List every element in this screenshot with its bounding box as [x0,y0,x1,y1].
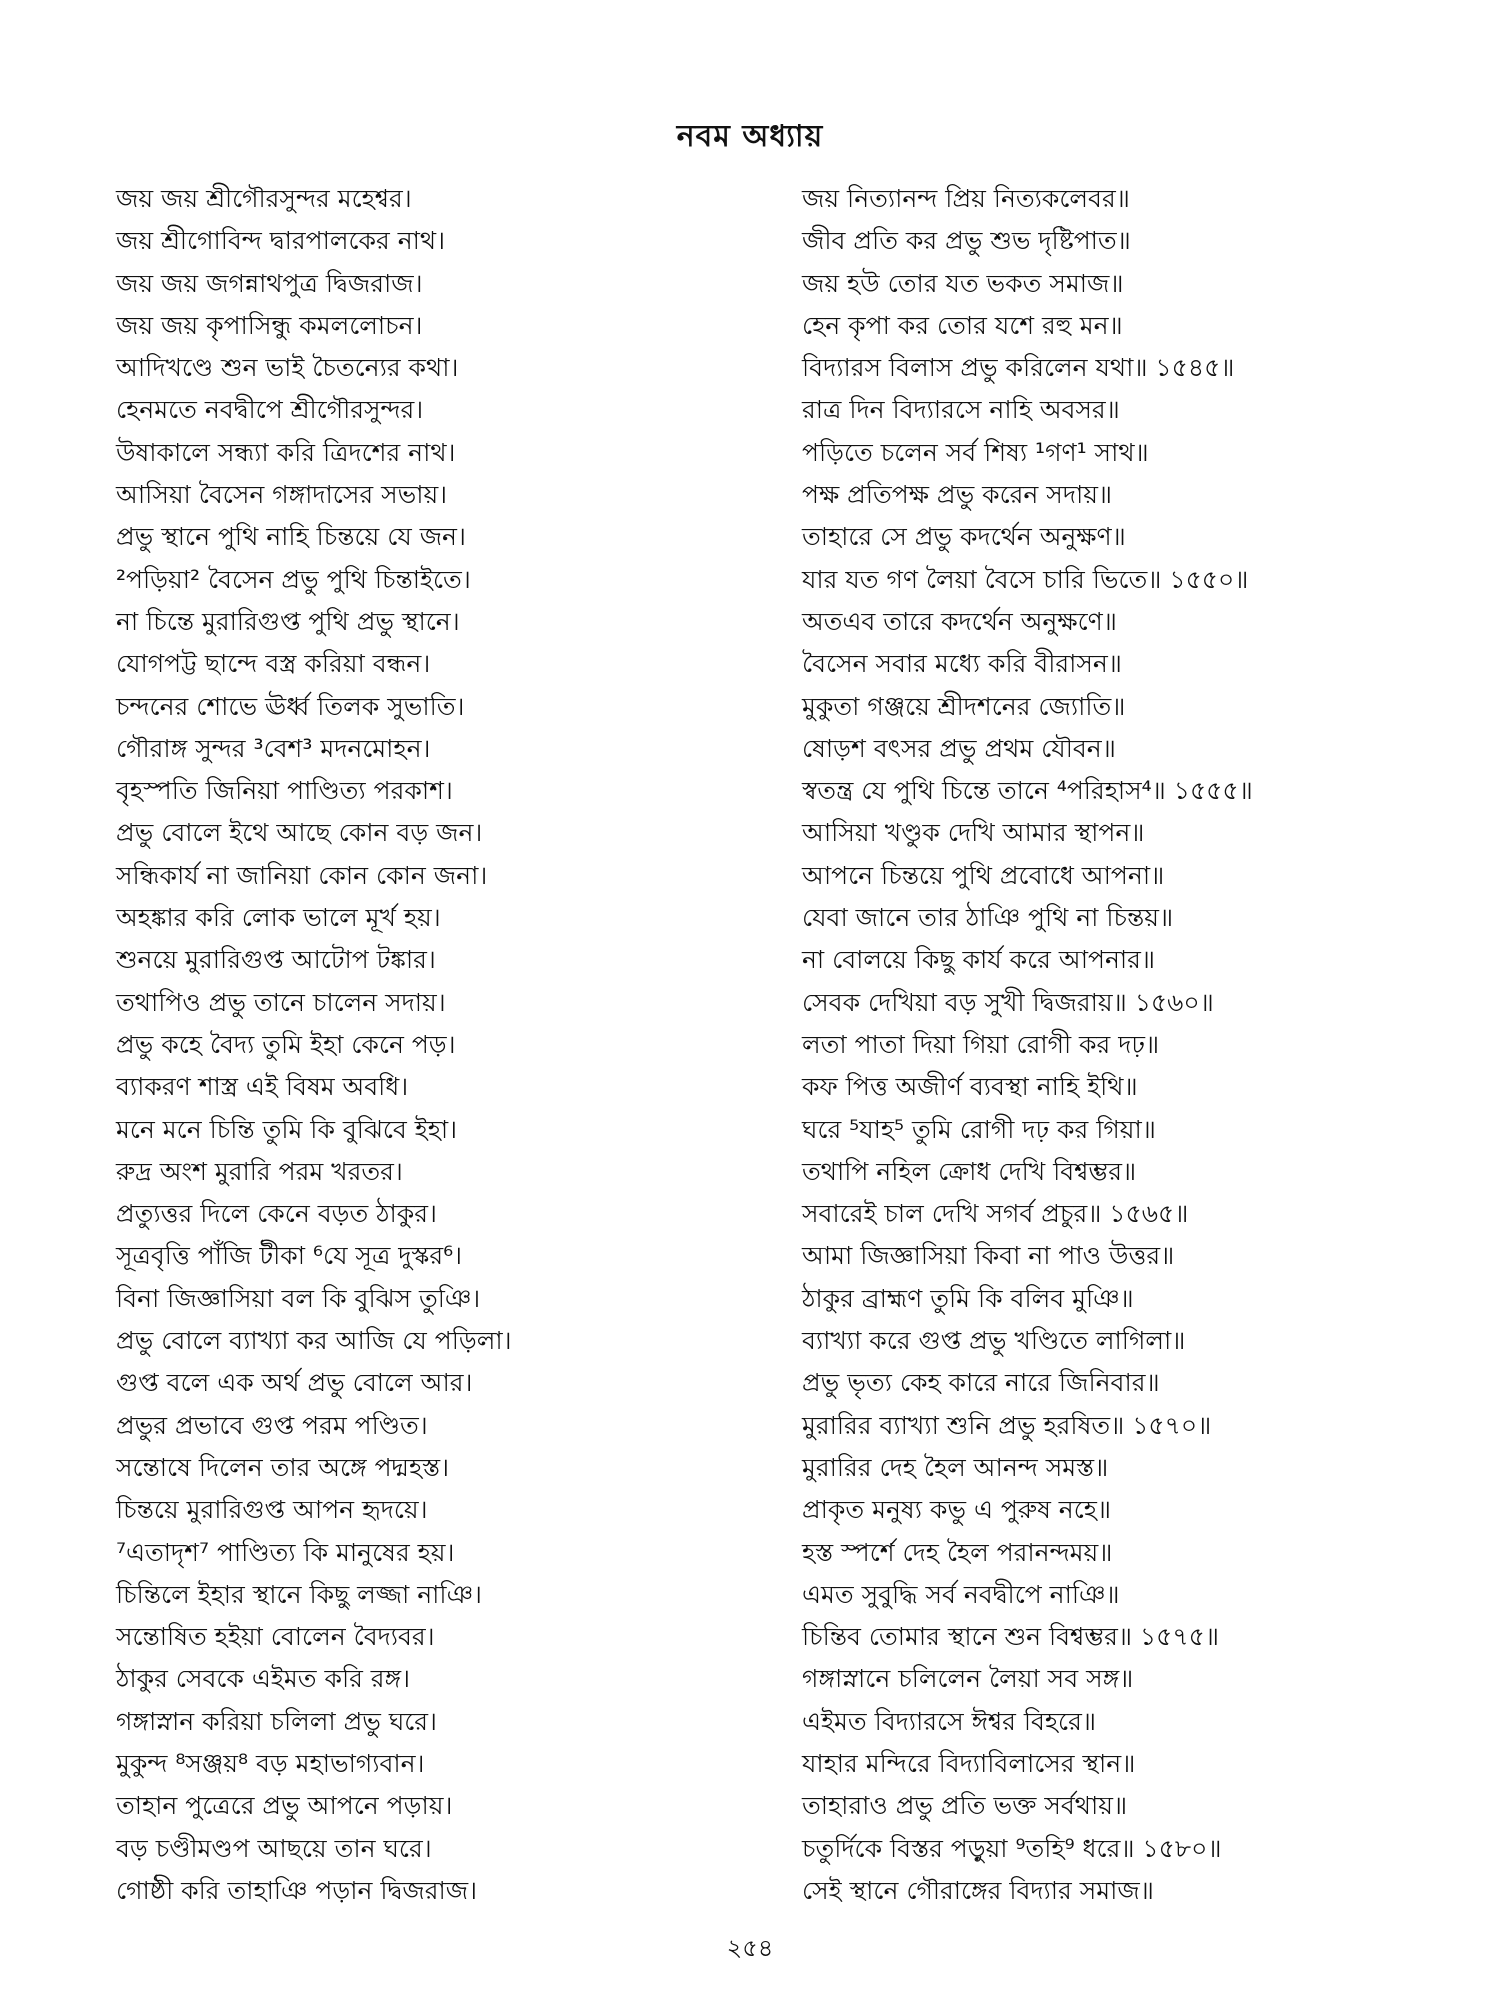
verse-line-right: ঠাকুর ব্রাহ্মণ তুমি কি বলিব মুঞি॥ [802,1283,1134,1313]
verse-line-left: তাহান পুত্রেরে প্রভু আপনে পড়ায়। [116,1791,453,1821]
verse-line-right: তথাপি নহিল ক্রোধ দেখি বিশ্বম্ভর॥ [802,1156,1137,1186]
verse-line-left: বড় চণ্ডীমণ্ডপ আছয়ে তান ঘরে। [116,1833,432,1863]
verse-line-right: হেন কৃপা কর তোর যশে রহু মন॥ [802,310,1123,340]
verse-line-left: সূত্রবৃত্তি পাঁজি টীকা ⁶যে সূত্র দুস্কর⁶। [116,1241,463,1271]
verse-line-right: আসিয়া খণ্ডুক দেখি আমার স্থাপন॥ [802,818,1145,848]
verse-row [116,1193,1356,1235]
verse-line-left: সন্তোষিত হইয়া বোলেন বৈদ্যবর। [116,1622,435,1652]
verse-line-right: প্রভু ভৃত্য কেহ কারে নারে জিনিবার॥ [802,1368,1160,1398]
verse-line-left: ²পড়িয়া² বৈসেন প্রভু পুথি চিন্তাইতে। [116,564,471,594]
verse-line-right: প্রাকৃত মনুষ্য কভু এ পুরুষ নহে॥ [802,1495,1112,1525]
verse-line-left: গোষ্ঠী করি তাহাঞি পড়ান দ্বিজরাজ। [116,1875,478,1905]
verse-line-left: না চিন্তে মুরারিগুপ্ত পুথি প্রভু স্থানে। [116,606,460,636]
verse-line-left: আসিয়া বৈসেন গঙ্গাদাসের সভায়। [116,480,448,510]
verse-line-right: ঘরে ⁵যাহ⁵ তুমি রোগী দঢ় কর গিয়া॥ [802,1114,1156,1144]
verse-row [116,1743,1356,1785]
verse-line-left: গৌরাঙ্গ সুন্দর ³বেশ³ মদনমোহন। [116,733,431,763]
verse-line-right: মুরারির ব্যাখ্যা শুনি প্রভু হরষিত॥ ১৫৭০॥ [802,1410,1212,1440]
verse-line-right: পক্ষ প্রতিপক্ষ প্রভু করেন সদায়॥ [802,480,1113,510]
verse-line-right: হস্ত স্পর্শে দেহ হৈল পরানন্দময়॥ [802,1537,1113,1567]
verse-row [116,1658,1356,1700]
verse-line-left: অহঙ্কার করি লোক ভালে মূর্খ হয়। [116,903,441,933]
verse-grid [116,178,1356,1912]
verse-line-right: বিদ্যারস বিলাস প্রভু করিলেন যথা॥ ১৫৪৫॥ [802,353,1235,383]
verse-line-right: যার যত গণ লৈয়া বৈসে চারি ভিতে॥ ১৫৫০॥ [802,564,1249,594]
verse-row [116,1574,1356,1616]
verse-line-right: মুরারির দেহ হৈল আনন্দ সমস্ত॥ [802,1452,1109,1482]
verse-line-right: স্বতন্ত্র যে পুথি চিন্তে তানে ⁴পরিহাস⁴॥ ১৫৫৫॥ [802,776,1253,806]
verse-line-left: গঙ্গাস্নান করিয়া চলিলা প্রভু ঘরে। [116,1706,437,1736]
verse-line-left: বিনা জিজ্ঞাসিয়া বল কি বুঝিস তুঞি। [116,1283,481,1313]
verse-row [116,178,1356,220]
verse-line-left: ⁷এতাদৃশ⁷ পাণ্ডিত্য কি মানুষের হয়। [116,1537,455,1567]
verse-line-left: গুপ্ত বলে এক অর্থ প্রভু বোলে আর। [116,1368,473,1398]
verse-row [116,1785,1356,1827]
verse-row [116,389,1356,431]
verse-row [116,855,1356,897]
verse-line-left: প্রত্যুত্তর দিলে কেনে বড়ত ঠাকুর। [116,1199,437,1229]
verse-line-left: জয় জয় কৃপাসিন্ধু কমললোচন। [116,310,423,340]
verse-line-right: বৈসেন সবার মধ্যে করি বীরাসন॥ [802,649,1122,679]
verse-line-left: সন্তোষে দিলেন তার অঙ্গে পদ্মহস্ত। [116,1452,450,1482]
verse-row [116,1447,1356,1489]
verse-line-left: সন্ধিকার্য না জানিয়া কোন কোন জনা। [116,860,488,890]
verse-row [116,1616,1356,1658]
verse-line-right: মুকুতা গঞ্জয়ে শ্রীদশনের জ্যোতি॥ [802,691,1126,721]
verse-row [116,305,1356,347]
verse-line-left: প্রভু স্থানে পুথি নাহি চিন্তয়ে যে জন। [116,522,466,552]
verse-row [116,1066,1356,1108]
verse-line-left: প্রভুর প্রভাবে গুপ্ত পরম পণ্ডিত। [116,1410,428,1440]
verse-line-right: অতএব তারে কদর্থেন অনুক্ষণে॥ [802,606,1117,636]
verse-row [116,1362,1356,1404]
verse-row [116,559,1356,601]
verse-row [116,601,1356,643]
verse-line-right: যেবা জানে তার ঠাঞি পুথি না চিন্তয়॥ [802,903,1174,933]
verse-row [116,1870,1356,1912]
verse-row [116,432,1356,474]
verse-line-right: জয় নিত্যানন্দ প্রিয় নিত্যকলেবর॥ [802,184,1130,213]
verse-line-left: শুনয়ে মুরারিগুপ্ত আটোপ টঙ্কার। [116,945,436,975]
verse-row [116,1405,1356,1447]
verse-row [116,1024,1356,1066]
verse-line-left: প্রভু কহে বৈদ্য তুমি ইহা কেনে পড়। [116,1029,456,1059]
verse-line-right: সেবক দেখিয়া বড় সুখী দ্বিজরায়॥ ১৫৬০॥ [802,987,1214,1017]
verse-row [116,728,1356,770]
verse-line-right: যাহার মন্দিরে বিদ্যাবিলাসের স্থান॥ [802,1748,1136,1778]
verse-row [116,982,1356,1024]
verse-line-right: সবারেই চাল দেখি সগর্ব প্রচুর॥ ১৫৬৫॥ [802,1199,1189,1229]
verse-row [116,1828,1356,1870]
verse-line-left: প্রভু বোলে ব্যাখ্যা কর আজি যে পড়িলা। [116,1326,512,1356]
verse-row [116,347,1356,389]
verse-line-right: সেই স্থানে গৌরাঙ্গের বিদ্যার সমাজ॥ [802,1875,1154,1905]
verse-line-right: চতুর্দিকে বিস্তর পড়ুয়া ⁹তহি⁹ ধরে॥ ১৫৮০॥ [802,1833,1222,1863]
verse-line-left: ঠাকুর সেবকে এইমত করি রঙ্গ। [116,1664,411,1694]
verse-row [116,516,1356,558]
verse-line-right: রাত্র দিন বিদ্যারসে নাহি অবসর॥ [802,395,1120,425]
verse-row [116,1320,1356,1362]
verse-line-right: এমত সুবুদ্ধি সর্ব নবদ্বীপে নাঞি॥ [802,1579,1120,1609]
verse-row [116,686,1356,728]
chapter-title: নবম অধ্যায় [676,119,824,154]
verse-row [116,812,1356,854]
verse-line-left: জয় জয় শ্রীগৌরসুন্দর মহেশ্বর। [116,184,412,213]
verse-line-right: না বোলয়ে কিছু কার্য করে আপনার॥ [802,945,1156,975]
verse-line-right: জয় হউ তোর যত ভকত সমাজ॥ [802,268,1124,298]
verse-line-right: এইমত বিদ্যারসে ঈশ্বর বিহরে॥ [802,1706,1096,1736]
verse-row [116,1489,1356,1531]
verse-line-left: যোগপট্ট ছান্দে বস্ত্র করিয়া বন্ধন। [116,649,431,679]
verse-line-left: মনে মনে চিন্তি তুমি কি বুঝিবে ইহা। [116,1114,458,1144]
verse-row [116,263,1356,305]
verse-line-left: জয় শ্রীগোবিন্দ দ্বারপালকের নাথ। [116,226,446,256]
verse-line-right: তাহারাও প্রভু প্রতি ভক্ত সর্বথায়॥ [802,1791,1128,1821]
verse-row [116,1532,1356,1574]
verse-line-left: মুকুন্দ ⁸সঞ্জয়⁸ বড় মহাভাগ্যবান। [116,1748,425,1778]
verse-line-right: ষোড়শ বৎসর প্রভু প্রথম যৌবন॥ [802,733,1116,763]
verse-line-left: আদিখণ্ডে শুন ভাই চৈতন্যের কথা। [116,353,459,383]
verse-row [116,220,1356,262]
verse-line-left: তথাপিও প্রভু তানে চালেন সদায়। [116,987,446,1017]
verse-line-left: চিন্তয়ে মুরারিগুপ্ত আপন হৃদয়ে। [116,1495,428,1525]
verse-line-left: প্রভু বোলে ইথে আছে কোন বড় জন। [116,818,483,848]
verse-line-right: কফ পিত্ত অজীর্ণ ব্যবস্থা নাহি ইথি॥ [802,1072,1138,1102]
verse-row [116,897,1356,939]
verse-line-right: পড়িতে চলেন সর্ব শিষ্য ¹গণ¹ সাথ॥ [802,437,1149,467]
verse-line-right: লতা পাতা দিয়া গিয়া রোগী কর দঢ়॥ [802,1029,1160,1059]
verse-line-right: জীব প্রতি কর প্রভু শুভ দৃষ্টিপাত॥ [802,226,1131,256]
verse-line-left: ব্যাকরণ শাস্ত্র এই বিষম অবধি। [116,1072,409,1102]
verse-line-left: বৃহস্পতি জিনিয়া পাণ্ডিত্য পরকাশ। [116,776,453,806]
verse-line-left: উষাকালে সন্ধ্যা করি ত্রিদশের নাথ। [116,437,456,467]
verse-line-right: চিন্তিব তোমার স্থানে শুন বিশ্বম্ভর॥ ১৫৭৫॥ [802,1622,1219,1652]
verse-row [116,939,1356,981]
verse-line-left: জয় জয় জগন্নাথপুত্র দ্বিজরাজ। [116,268,423,298]
verse-line-right: তাহারে সে প্রভু কদর্থেন অনুক্ষণ॥ [802,522,1126,552]
verse-row [116,1278,1356,1320]
verse-line-left: চন্দনের শোভে ঊর্ধ্ব তিলক সুভাতি। [116,691,465,721]
verse-line-right: গঙ্গাস্নানে চলিলেন লৈয়া সব সঙ্গ॥ [802,1664,1134,1694]
verse-line-left: রুদ্র অংশ মুরারি পরম খরতর। [116,1156,403,1186]
verse-line-left: চিন্তিলে ইহার স্থানে কিছু লজ্জা নাঞি। [116,1579,482,1609]
verse-line-right: আমা জিজ্ঞাসিয়া কিবা না পাও উত্তর॥ [802,1241,1175,1271]
verse-row [116,1701,1356,1743]
verse-line-right: ব্যাখ্যা করে গুপ্ত প্রভু খণ্ডিতে লাগিলা॥ [802,1326,1186,1356]
verse-line-left: হেনমতে নবদ্বীপে শ্রীগৌরসুন্দর। [116,395,424,425]
verse-row [116,1235,1356,1277]
verse-row [116,770,1356,812]
page-number: ২৫৪ [726,1934,774,1962]
verse-row [116,474,1356,516]
verse-row [116,1109,1356,1151]
verse-line-right: আপনে চিন্তয়ে পুথি প্রবোধে আপনা॥ [802,860,1165,890]
verse-row [116,643,1356,685]
verse-row [116,1151,1356,1193]
